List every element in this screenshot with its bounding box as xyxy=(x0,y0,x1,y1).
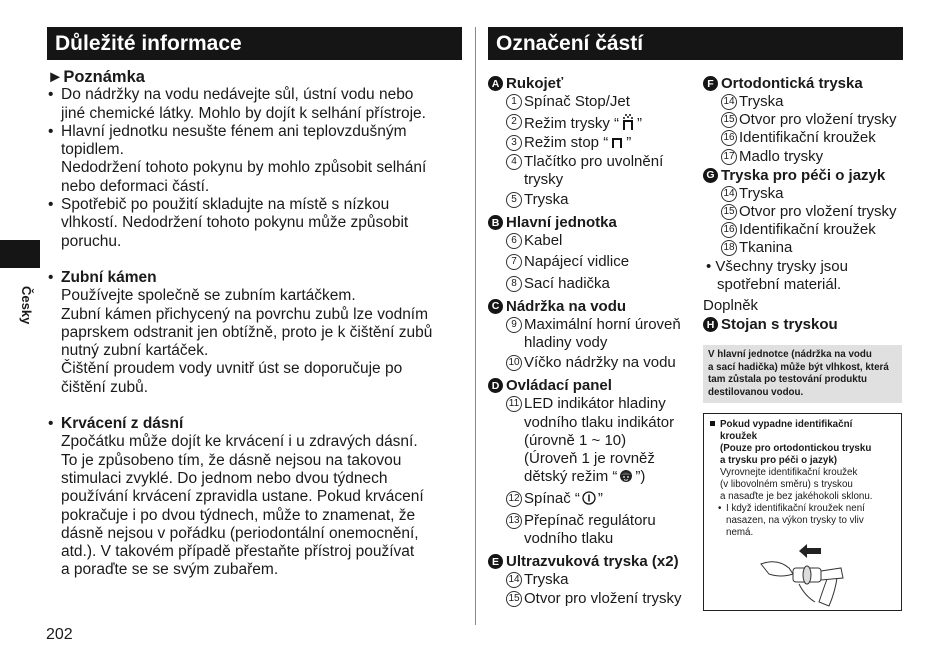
part-item xyxy=(703,148,908,166)
number-icon: 11 xyxy=(506,396,522,412)
ring-notice-body xyxy=(710,467,895,503)
item-label: Tlačítko pro uvolnění xyxy=(524,152,664,170)
text-line: • Hlavní jednotku nesušte fénem ani teplovzdušným xyxy=(61,122,407,140)
part-title: Ortodontická tryska xyxy=(721,75,863,92)
number-icon: 5 xyxy=(506,192,522,208)
number-icon: 3 xyxy=(506,135,522,151)
text-line: dásně nejsou v pořádku (periodontální onemocnění, xyxy=(61,524,419,542)
text-line: destilovanou vodou. xyxy=(708,386,804,398)
part-title: Stojan s tryskou xyxy=(721,316,838,334)
text-line: poruchu. xyxy=(61,232,122,250)
part-f-heading xyxy=(703,74,908,93)
item-label: Tryska xyxy=(524,571,569,589)
parts-column-2 xyxy=(703,74,908,334)
consumables-note xyxy=(703,258,908,294)
part-item xyxy=(703,93,908,111)
text-line: nasazen, na výkon trysky to vliv xyxy=(726,515,864,526)
part-a-heading xyxy=(488,74,698,93)
part-item xyxy=(703,129,908,147)
bleeding-section xyxy=(47,415,467,433)
item-label: Kabel xyxy=(524,232,563,250)
item-label: ”) xyxy=(635,468,646,486)
item-label: Otvor pro vložení trysky xyxy=(739,203,897,221)
text-line: a nasaďte je bez jakéhokoli sklonu. xyxy=(720,491,873,502)
letter-b-icon: B xyxy=(488,215,503,230)
part-title: Ovládací panel xyxy=(506,377,612,395)
text-line: pokračuje i po dvou týdnech, může to znamenat, že xyxy=(61,506,416,524)
part-item xyxy=(488,153,698,189)
item-label: Víčko nádržky na vodu xyxy=(524,354,676,372)
number-icon: 9 xyxy=(506,317,522,333)
number-icon: 15 xyxy=(506,591,522,607)
text-line: • Do nádržky na vodu nedávejte sůl, ústní vodu nebo xyxy=(61,86,414,104)
number-icon: 14 xyxy=(506,572,522,588)
parts-column-1 xyxy=(488,74,698,608)
number-icon: 18 xyxy=(721,240,737,256)
part-item xyxy=(703,203,908,221)
text-line: kroužek xyxy=(720,431,758,442)
number-icon: 12 xyxy=(506,491,522,507)
number-icon: 7 xyxy=(506,254,522,270)
part-title: Nádržka na vodu xyxy=(506,297,627,315)
part-item xyxy=(488,316,698,352)
header-parts: Označení částí xyxy=(488,27,903,60)
item-label: vodního tlaku indikátor xyxy=(524,413,675,431)
note-item xyxy=(47,123,467,196)
part-item xyxy=(488,490,698,508)
letter-c-icon: C xyxy=(488,299,503,314)
text-line: spotřební materiál. xyxy=(717,275,842,293)
text-line: Zubní kámen přichycený na povrchu zubů lze vodním xyxy=(61,305,429,323)
header-important-info: Důležité informace xyxy=(47,27,462,60)
text-line: V hlavní jednotce (nádržka na vodu xyxy=(708,349,872,360)
number-icon: 14 xyxy=(721,186,737,202)
item-label: ” xyxy=(597,490,603,508)
note-item xyxy=(47,196,467,251)
language-tab xyxy=(0,240,40,268)
text-line: atd.). V takovém případě přestaňte přístroj používat xyxy=(61,543,415,561)
number-icon: 17 xyxy=(721,149,737,165)
text-line: a sací hadička) může být vlhkost, která xyxy=(708,361,889,373)
letter-e-icon: E xyxy=(488,554,503,569)
text-line: Vyrovnejte identifikační kroužek xyxy=(720,467,858,478)
text-line: Zpočátku může dojít ke krvácení i u zdravých dásní. xyxy=(61,433,418,451)
letter-d-icon: D xyxy=(488,378,503,393)
number-icon: 16 xyxy=(721,222,737,238)
number-icon: 15 xyxy=(721,112,737,128)
item-label: hladiny vody xyxy=(524,334,608,352)
item-label: ” xyxy=(637,115,642,133)
jet-mode-icon xyxy=(621,113,635,131)
important-info-column xyxy=(47,68,467,580)
part-h-heading xyxy=(703,315,908,334)
number-icon: 14 xyxy=(721,94,737,110)
part-title: Hlavní jednotka xyxy=(506,214,617,232)
text-line: čištění zubů. xyxy=(61,378,149,396)
bleeding-text xyxy=(47,433,467,579)
text-line: používání krvácení zpravidla ustane. Pokud krvácení xyxy=(61,488,424,506)
number-icon: 10 xyxy=(506,355,522,371)
item-label: Identifikační kroužek xyxy=(739,129,876,147)
part-item xyxy=(488,232,698,250)
text-line: Nedodržení tohoto pokynu by mohlo způsobit selhání xyxy=(61,159,427,177)
item-label: Napájecí vidlice xyxy=(524,253,630,271)
part-item xyxy=(488,134,698,152)
item-label: Režim stop “ xyxy=(524,134,609,152)
item-label: Spínač Stop/Jet xyxy=(524,93,630,110)
part-item xyxy=(703,111,908,129)
item-label: Spínač “ xyxy=(524,490,580,508)
text-line: tam zůstala po testování produktu xyxy=(708,374,867,385)
number-icon: 1 xyxy=(506,94,522,110)
stop-mode-icon xyxy=(610,135,624,149)
text-line: To je způsobeno tím, že dásně nejsou na takovou xyxy=(61,451,402,469)
part-title: Tryska pro péči o jazyk xyxy=(721,166,886,184)
item-label: (úrovně 1 ~ 10) xyxy=(524,431,627,449)
part-title: Ultrazvuková tryska (x2) xyxy=(506,553,679,571)
text-line: jiné chemické látky. Mohlo by dojít k selhání přístroje. xyxy=(61,104,426,122)
part-item xyxy=(488,571,698,589)
page-number: 202 xyxy=(46,626,73,643)
text-line: a poraďte se se svým zubařem. xyxy=(61,561,279,579)
text-line: vlhkostí. Nedodržení tohoto pokynu může způsobit xyxy=(61,214,409,232)
number-icon: 4 xyxy=(506,154,522,170)
note-heading: ►Poznámka xyxy=(47,68,145,86)
part-item xyxy=(488,354,698,372)
note-item xyxy=(47,86,467,123)
text-line: nemá. xyxy=(726,527,754,538)
item-label: Madlo trysky xyxy=(739,147,824,165)
language-label: Česky xyxy=(19,286,34,325)
part-item xyxy=(488,275,698,293)
item-label: Režim trysky “ xyxy=(524,115,619,133)
item-label: Otvor pro vložení trysky xyxy=(739,111,897,129)
number-icon: 8 xyxy=(506,276,522,292)
part-c-heading xyxy=(488,297,698,316)
part-d-heading xyxy=(488,376,698,395)
item-label: ” xyxy=(626,134,632,152)
part-item xyxy=(703,185,908,203)
text-line: stimulaci zvyklé. Do jednom nebo dvou týdnech xyxy=(61,469,388,487)
text-line: • Spotřebič po použití skladujte na místě s nízkou xyxy=(61,196,390,214)
ring-notice-box xyxy=(703,413,902,611)
accessory-label: Doplněk xyxy=(703,297,759,315)
part-item xyxy=(488,113,698,133)
item-label: Tkanina xyxy=(739,239,793,257)
ring-notice-title xyxy=(710,419,895,443)
text-line: (Pouze pro ortodontickou trysku xyxy=(720,443,872,454)
part-item xyxy=(488,395,698,486)
text-line: nutný zubní kartáček. xyxy=(61,342,209,360)
item-label: Sací hadička xyxy=(524,274,610,292)
item-label: Tryska xyxy=(739,93,784,110)
tartar-text xyxy=(47,287,467,397)
nozzle-ring-illustration xyxy=(759,544,849,608)
tartar-heading: Zubní kámen xyxy=(61,268,157,286)
item-label: Maximální horní úroveň xyxy=(524,315,681,333)
item-label: Otvor pro vložení trysky xyxy=(524,590,682,608)
text-line: • I když identifikační kroužek není xyxy=(726,503,865,514)
text-line: a trysku pro péči o jazyk) xyxy=(720,455,838,466)
ring-notice-bullet xyxy=(710,503,895,539)
text-line: Používejte společně se zubním kartáčkem. xyxy=(61,287,356,305)
item-label: (Úroveň 1 je rovněž xyxy=(524,450,655,468)
part-g-heading xyxy=(703,166,908,185)
child-mode-icon xyxy=(619,469,633,483)
text-line: paprskem odstranit jen obtížně, proto je k čištění zubů xyxy=(61,323,433,341)
item-label: LED indikátor hladiny xyxy=(524,395,666,413)
part-item xyxy=(488,590,698,608)
number-icon: 6 xyxy=(506,233,522,249)
part-item xyxy=(703,221,908,239)
text-line: (v libovolném směru) s tryskou xyxy=(720,479,853,490)
number-icon: 13 xyxy=(506,513,522,529)
text-line: nebo deformaci částí. xyxy=(61,177,210,195)
part-item xyxy=(488,253,698,271)
ring-notice-sub xyxy=(710,443,895,467)
part-title: Rukojeť xyxy=(506,75,564,92)
part-item xyxy=(488,191,698,209)
tartar-section xyxy=(47,269,467,287)
item-label: Přepínač regulátoru xyxy=(524,511,656,529)
part-item xyxy=(703,239,908,257)
column-divider xyxy=(475,27,476,625)
text-line: Čištění proudem vody uvnitř úst se doporučuje po xyxy=(61,360,403,378)
item-label: trysky xyxy=(524,170,564,188)
letter-f-icon: F xyxy=(703,76,718,91)
part-b-heading xyxy=(488,213,698,232)
text-line: Pokud vypadne identifikační xyxy=(720,419,853,430)
number-icon: 15 xyxy=(721,204,737,220)
number-icon: 2 xyxy=(506,114,522,130)
letter-g-icon: G xyxy=(703,168,718,183)
bleeding-heading: Krvácení z dásní xyxy=(61,415,184,433)
part-item xyxy=(488,512,698,548)
part-e-heading xyxy=(488,552,698,571)
item-label: Identifikační kroužek xyxy=(739,221,876,239)
item-label: vodního tlaku xyxy=(524,529,614,547)
moisture-notice xyxy=(703,345,902,403)
item-label: Tryska xyxy=(739,184,784,202)
square-bullet-icon xyxy=(710,421,715,426)
letter-a-icon: A xyxy=(488,76,503,91)
power-icon xyxy=(582,491,596,505)
letter-h-icon: H xyxy=(703,317,718,332)
number-icon: 16 xyxy=(721,130,737,146)
item-label: dětský režim “ xyxy=(524,468,618,486)
text-line: • Všechny trysky jsou xyxy=(706,257,848,275)
item-label: Tryska xyxy=(524,191,569,209)
item-label xyxy=(524,468,698,486)
text-line: topidlem. xyxy=(61,141,124,159)
part-item xyxy=(488,93,698,111)
